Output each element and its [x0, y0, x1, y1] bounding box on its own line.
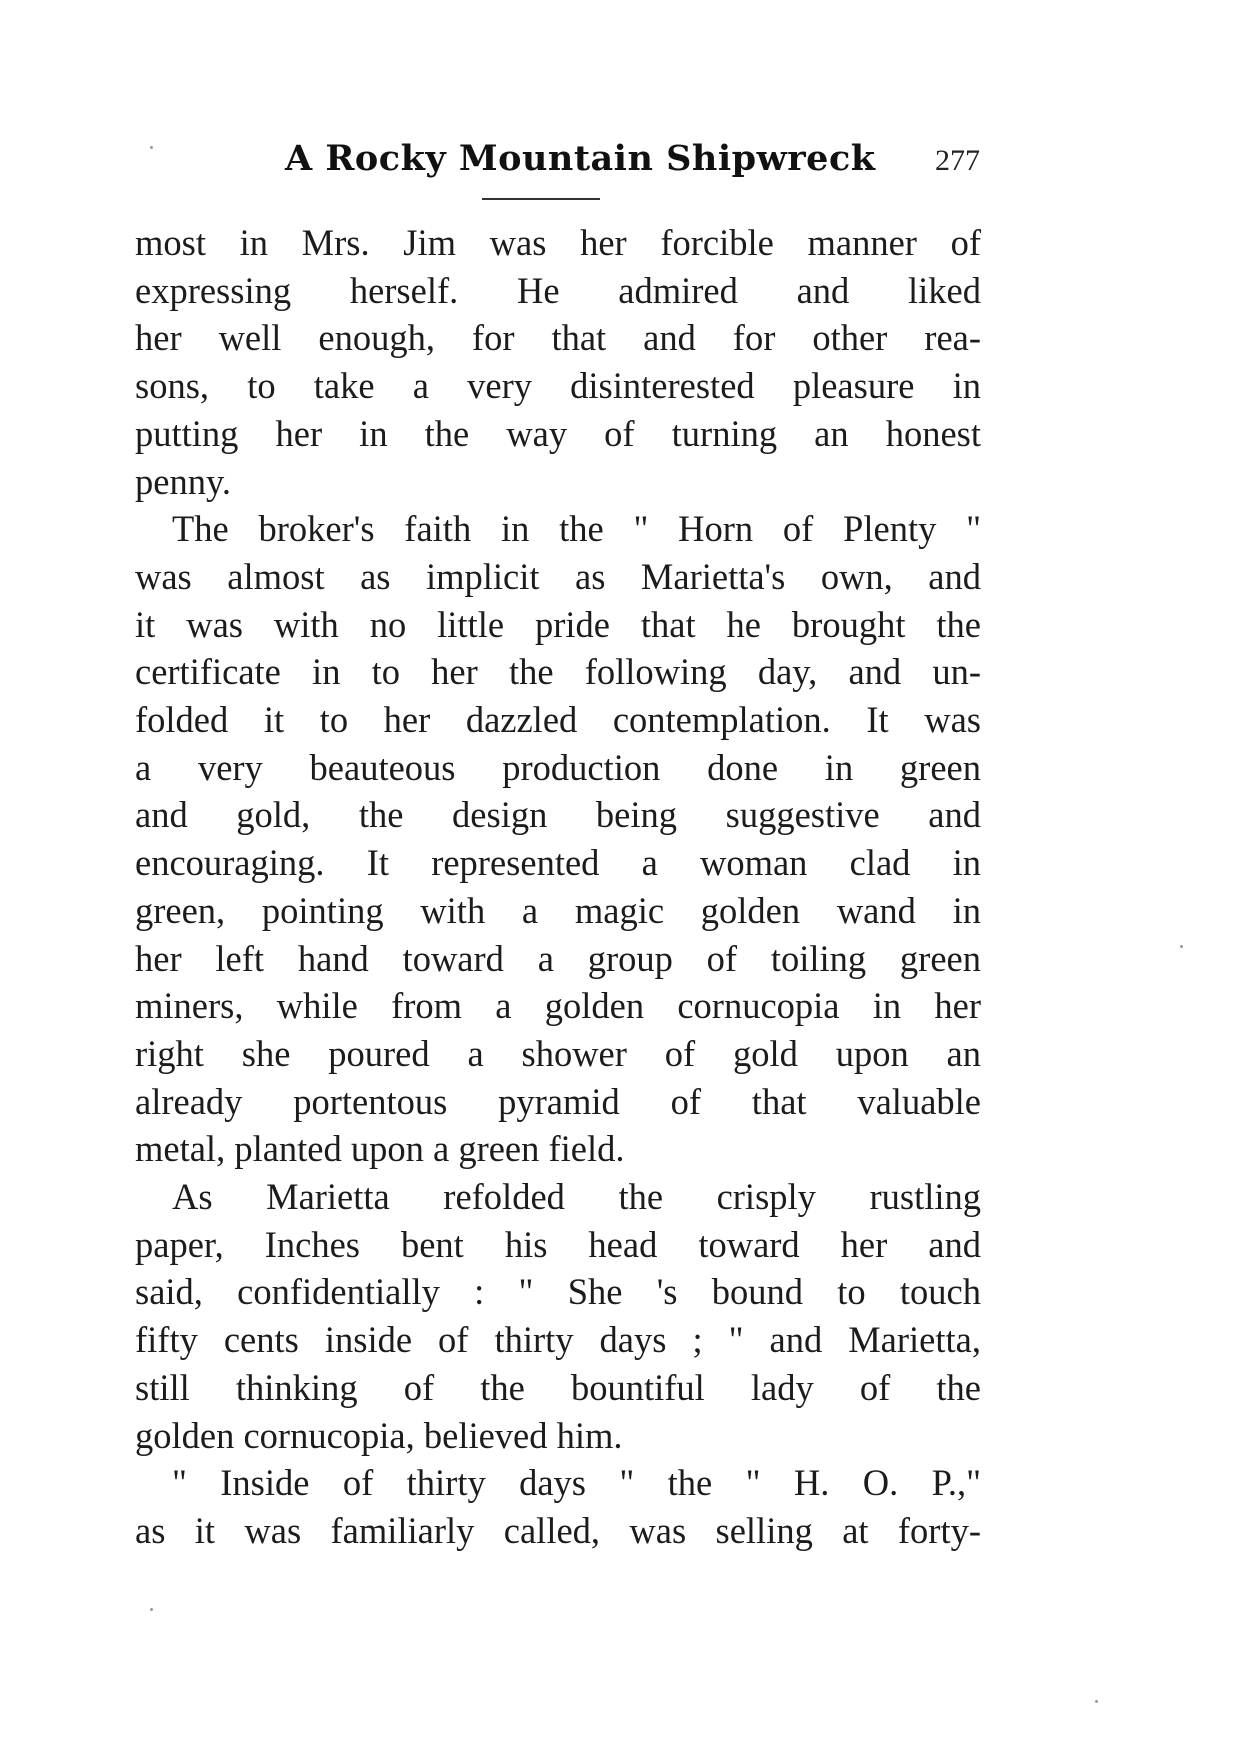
page-number: 277	[935, 144, 980, 177]
scan-speck	[1180, 945, 1183, 948]
text-line: miners, while from a golden cornucopia in her	[135, 985, 981, 1027]
text-line: a very beauteous production done in green	[135, 746, 981, 788]
text-line: fifty cents inside of thirty days ; " and Marietta,	[135, 1319, 981, 1361]
text-line: said, confidentially : " She 's bound to touch	[135, 1271, 981, 1313]
text-line: certificate in to her the following day, and un-	[135, 651, 981, 693]
text-line: golden cornucopia, believed him.	[135, 1414, 623, 1456]
text-line: paper, Inches bent his head toward her and	[135, 1223, 981, 1265]
scan-speck	[1095, 1700, 1098, 1703]
text-line: her left hand toward a group of toiling green	[135, 937, 981, 979]
running-title: A Rocky Mountain Shipwreck	[285, 138, 876, 179]
running-head	[135, 138, 980, 188]
text-line: most in Mrs. Jim was her forcible manner of	[135, 222, 981, 263]
text-line: green, pointing with a magic golden wand in	[135, 889, 981, 931]
paragraph	[135, 1459, 981, 1554]
paragraph	[135, 505, 981, 1173]
text-line: penny.	[135, 460, 231, 502]
text-line: sons, to take a very disinterested pleasure in	[135, 365, 981, 407]
text-line: as it was familiarly called, was selling at forty-	[135, 1509, 981, 1551]
scan-speck	[150, 1608, 153, 1611]
text-line: her well enough, for that and for other rea-	[135, 317, 981, 359]
paragraph	[135, 219, 981, 505]
header-rule	[482, 198, 600, 200]
text-line: still thinking of the bountiful lady of the	[135, 1366, 981, 1408]
text-line: folded it to her dazzled contemplation. It was	[135, 699, 981, 741]
text-line: and gold, the design being suggestive and	[135, 794, 981, 836]
text-line: The broker's faith in the " Horn of Plenty "	[172, 508, 981, 550]
text-line: " Inside of thirty days " the " H. O. P.,"	[172, 1462, 981, 1504]
paragraph	[135, 1173, 981, 1459]
text-line: already portentous pyramid of that valuable	[135, 1080, 981, 1122]
body-text	[135, 219, 981, 1555]
text-line: was almost as implicit as Marietta's own, and	[135, 555, 981, 597]
text-line: encouraging. It represented a woman clad in	[135, 842, 981, 884]
scan-speck	[150, 146, 153, 149]
text-line: right she poured a shower of gold upon an	[135, 1032, 981, 1074]
text-line: expressing herself. He admired and liked	[135, 269, 981, 311]
text-line: As Marietta refolded the crisply rustling	[172, 1176, 981, 1218]
text-line: metal, planted upon a green field.	[135, 1128, 625, 1170]
text-line: it was with no little pride that he brought the	[135, 603, 981, 645]
text-line: putting her in the way of turning an honest	[135, 412, 981, 454]
